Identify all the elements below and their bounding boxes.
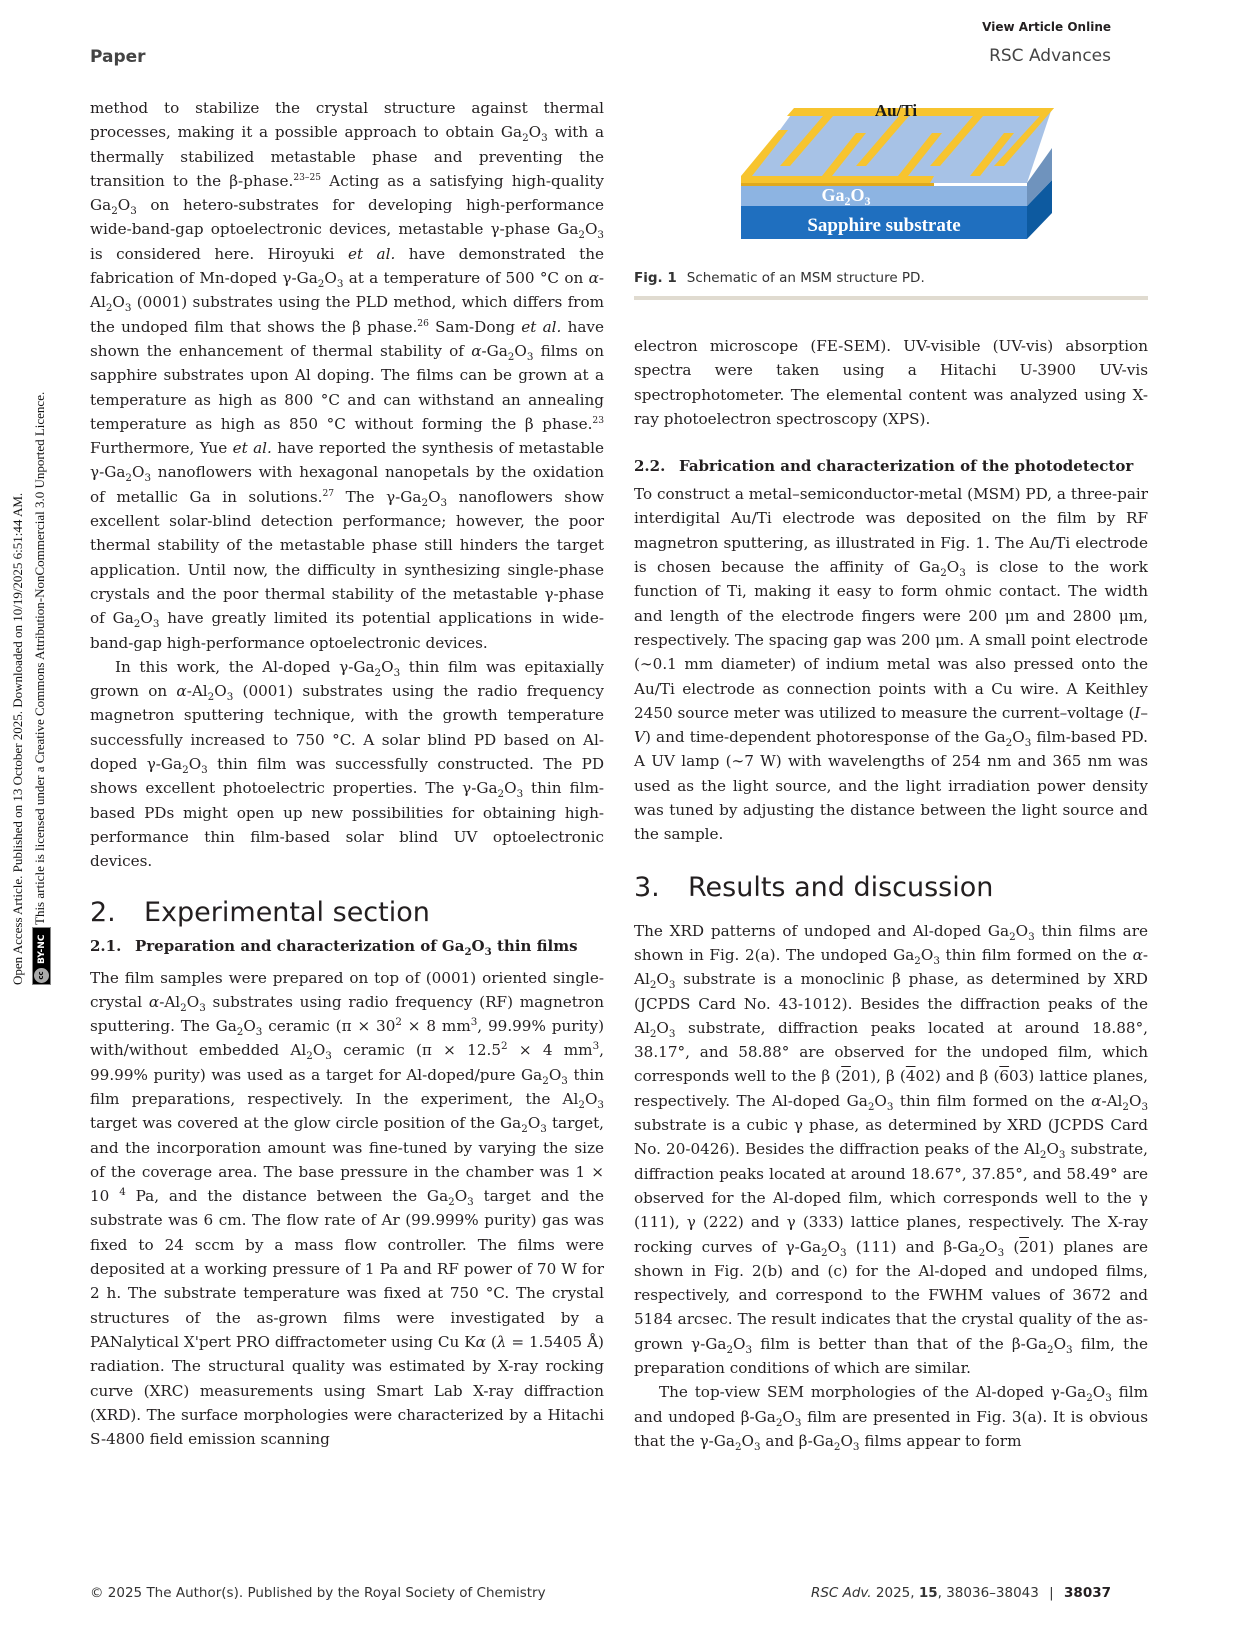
footer-citation — [811, 1585, 1111, 1601]
subsection-title: Preparation and characterization of $Ga_2O_3$ thin films — [135, 936, 578, 958]
paragraph: In this work, the Al-doped $\gamma-Ga_2O_3$ thin film was epitaxially grown on $\alpha-Al_2O_3$ (0001) substrates using the radio frequency magnetron sputtering technique, with the growth temperature successfully increased to 750 °C. A solar blind PD based on Al-doped $\gamma-Ga_2O_3$ thin film was successfully constructed. The PD shows excellent photoelectric properties. The $\gamma-Ga_2O_3$ thin film-based PDs might open up new possibilities for obtaining high-performance thin film-based solar blind UV optoelectronic devices. — [90, 657, 604, 871]
figure-caption — [634, 266, 925, 290]
open-access-notice: Open Access Article. Published on 13 October 2025. Downloaded on 10/19/2025 6:51:44 AM. — [10, 492, 25, 985]
section-title: Experimental section — [144, 896, 430, 928]
subsection-title: Fabrication and characterization of the photodetector — [679, 457, 1134, 476]
film-label: $Ga_2O_3$ — [821, 185, 871, 208]
subsection-number: 2.1. — [90, 936, 122, 955]
citation-pages: , 38036–38043 — [937, 1585, 1039, 1601]
license-notice-link[interactable]: This article is licensed under a Creative Commons Attribution-NonCommercial 3.0 Unported Licence. — [32, 391, 47, 925]
creative-commons-icon: cc — [34, 968, 49, 983]
paragraph: To construct a metal–semiconductor-metal (MSM) PD, a three-pair interdigital Au/Ti electrode was deposited on the film by RF magnetron sputtering, as illustrated in Fig. 1. The Au/Ti electrode is chosen because the affinity of $Ga_2O_3$ is close to the work function of Ti, making it easy to form ohmic contact. The width and length of the electrode fingers were 200 μm and 2800 μm, respectively. The spacing gap was 200 μm. A small point electrode (∼0.1 mm diameter) of indium metal was also pressed onto the Au/Ti electrode as connection points with a Cu wire. A Keithley 2450 source meter was utilized to measure the current–voltage (I–V) and time-dependent photoresponse of the $Ga_2O_3$ film-based PD. A UV lamp (∼7 W) with wavelengths of 254 nm and 365 nm was used as the light source, and the light irradiation power density was tuned by adjusting the distance between the light source and the sample. — [634, 485, 1149, 844]
cc-license-badge[interactable] — [32, 927, 51, 985]
paragraph: The XRD patterns of undoped and Al-doped $Ga_2O_3$ thin films are shown in Fig. 2(a). The undoped $Ga_2O_3$ thin film formed on the $\alpha-Al_2O_3$ substrate is a monoclinic β phase, as determined by XRD (JCPDS Card No. 43-1012). Besides the diffraction peaks of the $Al_2O_3$ substrate, diffraction peaks located at around 18.88°, 38.17°, and 58.88° are observed for the undoped film, which corresponds well to the β (201), β (402) and β (603) lattice planes, respectively. The Al-doped $Ga_2O_3$ thin film formed on the $\alpha-Al_2O_3$ substrate is a cubic γ phase, as determined by XRD (JCPDS Card No. 20-0426). Besides the diffraction peaks of the $Al_2O_3$ substrate, diffraction peaks located at around 18.67°, 37.85°, and 58.49° are observed for the Al-doped film, which corresponds well to the γ (111), γ (222) and γ (333) lattice planes, respectively. The X-ray rocking curves of $\gamma-Ga_2O_3$ (111) and $\beta-Ga_2O_3$ (201) planes are shown in Fig. 2(b) and (c) for the Al-doped and undoped films, respectively, and correspond to the FWHM values of 3672 and 5184 arcsec. The result indicates that the crystal quality of the as-grown $\gamma-Ga_2O_3$ film is better than that of the $\beta-Ga_2O_3$ film, the preparation conditions of which are similar. — [634, 921, 1149, 1377]
section-heading-results — [634, 871, 1148, 905]
paragraph: The film samples were prepared on top of (0001) oriented single-crystal $\alpha-Al_2O_3$ substrates using radio frequency (RF) magnetron sputtering. The $Ga_2O_3$ ceramic ($\pi \times 30^2 \times 8$ $mm^3$, 99.99% purity) with/without embedded $Al_2O_3$ ceramic ($\pi \times 12.5^2 \times 4$ $mm^3$, 99.99% purity) was used as a target for Al-doped/pure $Ga_2O_3$ thin film preparations, respectively. In the experiment, the $Al_2O_3$ target was covered at the glow circle position of the $Ga_2O_3$ target, and the incorporation amount was fine-tuned by varying the size of the coverage area. The base pressure in the chamber was 1 × 10 $^4$ Pa, and the distance between the $Ga_2O_3$ target and the substrate was 6 cm. The flow rate of Ar (99.999% purity) gas was fixed to 24 sccm by a mass flow controller. The films were deposited at a working pressure of 1 Pa and RF power of 70 W for 2 h. The substrate temperature was fixed at 750 °C. The crystal structures of the as-grown films were investigated by a PANalytical X'pert PRO diffractometer using Cu Kα (λ = 1.5405 Å) radiation. The structural quality was estimated by X-ray rocking curve (XRC) measurements using Smart Lab X-ray diffraction (XRD). The surface morphologies were characterized by a Hitachi S-4800 field emission scanning — [90, 968, 605, 1449]
film-front-face — [741, 186, 1027, 206]
figure-label: Fig. 1 — [634, 270, 677, 286]
article-type-label: Paper — [90, 47, 146, 67]
paragraph: method to stabilize the crystal structure against thermal processes, making it a possible approach to obtain $Ga_2O_3$ with a thermally stabilized metastable phase and preventing the transition to the β-phase.$^{23-25}$ Acting as a satisfying high-quality $Ga_2O_3$ on hetero-substrates for developing high-performance wide-band-gap optoelectronic devices, metastable γ-phase $Ga_2O_3$ is considered here. Hiroyuki et al. have demonstrated the fabrication of Mn-doped $\gamma-Ga_2O_3$ at a temperature of 500 °C on $\alpha-Al_2O_3$ (0001) substrates using the PLD method, which differs from the undoped film that shows the β phase.$^{26}$ Sam-Dong et al. have shown the enhancement of thermal stability of $\alpha-Ga_2O_3$ films on sapphire substrates upon Al doping. The films can be grown at a temperature as high as 800 °C and can withstand an annealing temperature as high as 850 °C without forming the β phase.$^{23}$ Furthermore, Yue et al. have reported the synthesis of metastable $\gamma-Ga_2O_3$ nanoflowers with hexagonal nanopetals by the oxidation of metallic Ga in solutions.$^{27}$ The $\gamma-Ga_2O_3$ nanoflowers show excellent solar-blind detection performance; however, the poor thermal stability of the metastable phase still hinders the target application. Until now, the difficulty in synthesizing single-phase crystals and the poor thermal stability of the metastable γ-phase of $Ga_2O_3$ have greatly limited its potential applications in wide-band-gap high-performance optoelectronic devices. — [90, 99, 605, 652]
citation-year: 2025, — [875, 1585, 915, 1601]
figure-caption-text: Schematic of an MSM structure PD. — [686, 270, 925, 286]
view-article-online-link[interactable]: View Article Online — [982, 20, 1111, 34]
citation-volume: 15 — [918, 1585, 938, 1601]
electrode-top-bar — [787, 108, 1054, 116]
journal-name: RSC Advances — [989, 46, 1111, 66]
license-sidebar — [10, 185, 70, 985]
subsection-number: 2.2. — [634, 457, 666, 476]
electrode-bottom-bar — [741, 176, 934, 183]
footer-separator: | — [1049, 1585, 1054, 1601]
paragraph: The top-view SEM morphologies of the Al-doped $\gamma-Ga_2O_3$ film and undoped $\beta-Ga_2O_3$ film are presented in Fig. 3(a). It is obvious that the $\gamma-Ga_2O_3$ and $\beta-Ga_2O_3$ films appear to form — [634, 1383, 1148, 1453]
section-number: 3. — [634, 871, 660, 903]
right-column — [634, 96, 1148, 1453]
substrate-label: Sapphire substrate — [807, 215, 961, 236]
page-number: 38037 — [1064, 1585, 1111, 1601]
footer-copyright: © 2025 The Author(s). Published by the Royal Society of Chemistry — [90, 1585, 546, 1601]
section-number: 2. — [90, 896, 116, 928]
figure-1 — [634, 96, 1148, 304]
subsection-heading-2-2 — [634, 454, 1148, 478]
section-title: Results and discussion — [688, 871, 994, 903]
journal-abbreviation: RSC Adv. — [810, 1585, 872, 1601]
paragraph: electron microscope (FE-SEM). UV-visible (UV-vis) absorption spectra were taken using a Hitachi U-3900 UV-vis spectrophotometer. The elemental content was analyzed using X-ray photoelectron spectroscopy (XPS). — [634, 337, 1148, 428]
section-heading-experimental — [90, 896, 604, 930]
msm-structure-diagram — [634, 96, 1148, 266]
subsection-heading-2-1 — [90, 934, 604, 958]
cc-badge-label: BY-NC — [36, 934, 47, 964]
electrode-label: Au/Ti — [874, 101, 918, 120]
figure-divider — [634, 296, 1148, 300]
left-column — [90, 96, 604, 1451]
